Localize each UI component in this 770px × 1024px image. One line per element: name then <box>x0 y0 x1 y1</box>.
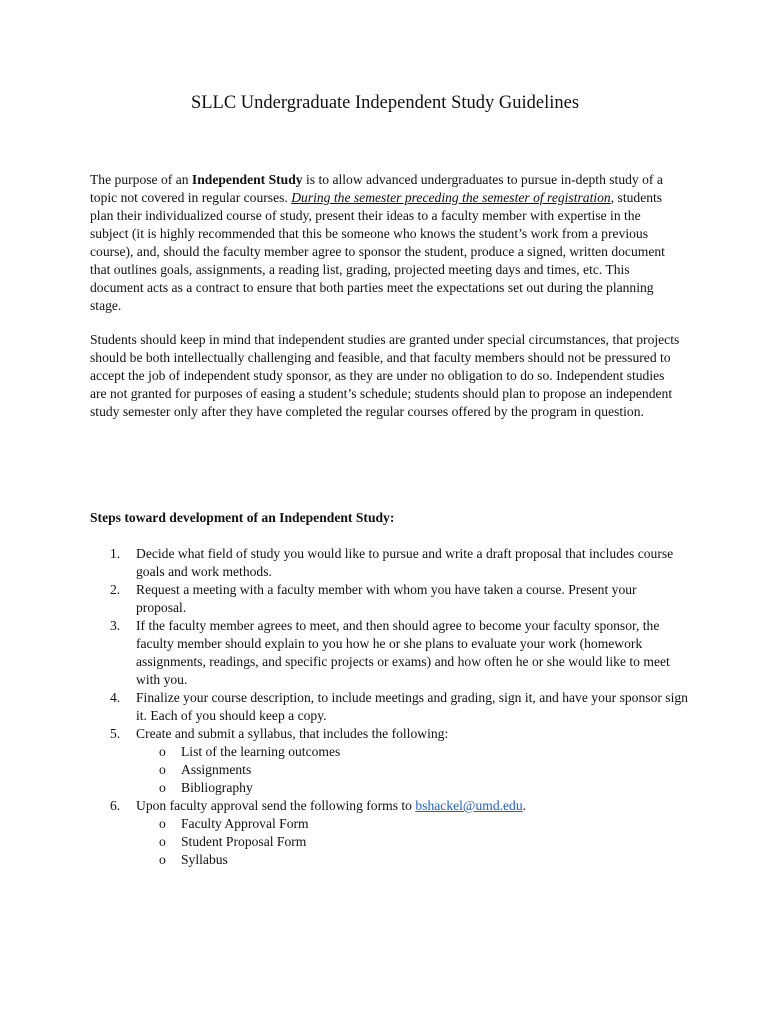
purpose-bold-term: Independent Study <box>191 172 303 187</box>
step-number: 4. <box>110 690 121 705</box>
purpose-emphasis: During the semester preceding the semester of registration <box>291 190 611 205</box>
sub-list-item <box>136 851 690 869</box>
considerations-paragraph: Students should keep in mind that independent studies are granted under special circumstances, that projects should be both intellectually challenging and feasible, and that faculty members should not be pressured to accept the job of independent study sponsor, as they are under no obligation to do so. Independent studies are not granted for purposes of easing a student’s schedule; students should plan to propose an independent study semester only after they have completed the regular courses offered by the program in question. <box>90 332 680 419</box>
sub-item-text: Faculty Approval Form <box>181 816 309 831</box>
forms-list <box>136 815 690 869</box>
step-number: 1. <box>110 546 121 561</box>
step-text: Upon faculty approval send the following forms to <box>136 798 416 813</box>
purpose-text-3: , students plan their individualized course of study, present their ideas to a faculty member with expertise in the subject (it is highly recommended that this be someone who knows the student’s work from a previous course), and, should the faculty member agree to sponsor the student, produce a signed, written document that outlines goals, assignments, a reading list, grading, projected meeting days and times, etc. This document acts as a contract to ensure that both parties meet the expectations set out during the planning stage. <box>90 190 665 313</box>
sub-item-text: Student Proposal Form <box>181 834 307 849</box>
sub-item-text: Syllabus <box>181 852 228 867</box>
sub-list-item <box>136 743 690 761</box>
step-number: 6. <box>110 798 121 813</box>
syllabus-contents-list <box>136 743 690 797</box>
step-text: Create and submit a syllabus, that includes the following: <box>136 726 449 741</box>
step-number: 5. <box>110 726 121 741</box>
bullet-marker: o <box>159 852 166 867</box>
sub-list-item <box>136 761 690 779</box>
step-text: Decide what field of study you would like to pursue and write a draft proposal that includes course goals and work methods. <box>136 546 674 579</box>
step-item <box>90 581 690 617</box>
sub-list-item <box>136 833 690 851</box>
step-number: 2. <box>110 582 121 597</box>
bullet-marker: o <box>159 834 166 849</box>
purpose-paragraph <box>90 171 680 315</box>
purpose-text-2: is to allow advanced undergraduates to pursue in-depth study of a topic not covered in regular courses. <box>90 172 663 205</box>
email-link[interactable]: bshackel@umd.edu <box>415 798 523 813</box>
step-text: Finalize your course description, to include meetings and grading, sign it, and have your sponsor sign it. Each of you should keep a copy. <box>136 690 688 723</box>
bullet-marker: o <box>159 780 166 795</box>
sub-item-text: Bibliography <box>181 780 253 795</box>
step-text-end: . <box>522 798 527 813</box>
step-text: If the faculty member agrees to meet, and then should agree to become your faculty sponsor, the faculty member should explain to you how he or she plans to evaluate your work (homework assignments, readings, and specific projects or exams) and how often he or she would like to meet with you. <box>136 618 670 687</box>
step-item <box>90 725 690 797</box>
step-item <box>90 689 690 725</box>
bullet-marker: o <box>159 744 166 759</box>
sub-item-text: Assignments <box>181 762 252 777</box>
bullet-marker: o <box>159 816 166 831</box>
sub-item-text: List of the learning outcomes <box>181 744 341 759</box>
sub-list-item <box>136 779 690 797</box>
bullet-marker: o <box>159 762 166 777</box>
sub-list-item <box>136 815 690 833</box>
purpose-text-1: The purpose of an <box>90 172 192 187</box>
page-title: SLLC Undergraduate Independent Study Guidelines <box>190 93 580 113</box>
step-item <box>90 797 690 869</box>
step-text: Request a meeting with a faculty member with whom you have taken a course. Present your proposal. <box>136 582 637 615</box>
step-item <box>90 545 690 581</box>
step-item <box>90 617 690 689</box>
steps-list <box>90 545 690 869</box>
step-number: 3. <box>110 618 121 633</box>
steps-heading: Steps toward development of an Independent Study: <box>90 510 395 525</box>
